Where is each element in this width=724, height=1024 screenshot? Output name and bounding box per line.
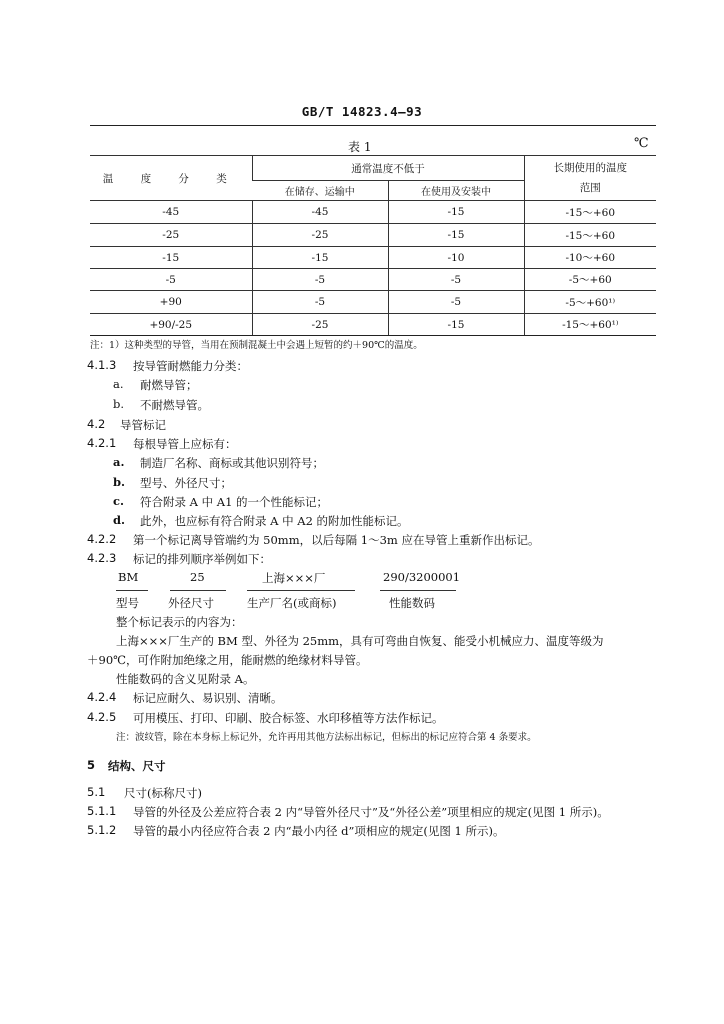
item-marker: a. (113, 455, 125, 469)
marking-value-maker: 上海×××厂 (262, 571, 326, 585)
table-note: 注：1）这种类型的导管，当用在预制混凝土中会遇上短暂的约＋90℃的温度。 (90, 340, 423, 351)
table-row: -45 -45 -15 -15～+60 (90, 201, 656, 224)
table-row: -25 -25 -15 -15～+60 (90, 224, 656, 247)
clause-text: 可用模压、打印、印刷、胶合标签、水印移植等方法作标记。 (133, 711, 444, 725)
clause-number: 5.1.1 (87, 804, 117, 818)
item-text: 不耐燃导管。 (140, 398, 209, 412)
item-marker: c. (113, 494, 125, 508)
table-row: +90 -5 -5 -5～+60¹⁾ (90, 291, 656, 314)
header-normal-temp: 通常温度不低于 (252, 156, 524, 181)
item-text: 型号、外径尺寸； (140, 476, 232, 490)
item-text: 符合附录 A 中 A1 的一个性能标记； (140, 495, 329, 509)
item-marker: b. (113, 397, 125, 411)
item-text: 此外，也应标有符合附录 A 中 A2 的附加性能标记。 (140, 514, 409, 528)
clause-number: 4.1.3 (87, 358, 117, 372)
item-text: 制造厂名称、商标或其他识别符号； (140, 456, 324, 470)
body-text: ＋90℃，可作附加绝缘之用，能耐燃的绝缘材料导管。 (87, 653, 368, 667)
note-text: 注：波纹管，除在本身标上标记外，允许再用其他方法标出标记，但标出的标记应符合第 4 条要求。 (116, 732, 537, 743)
item-text: 耐燃导管； (140, 378, 198, 392)
clause-number: 5.1 (87, 785, 106, 799)
item-marker: a. (113, 377, 124, 391)
clause-text: 标记的排列顺序举例如下： (133, 552, 271, 566)
clause-text: 按导管耐燃能力分类： (133, 359, 248, 373)
clause-number: 4.2.1 (87, 436, 117, 450)
marking-label-maker: 生产厂名(或商标) (247, 596, 337, 610)
section-heading: 导管标记 (120, 418, 166, 432)
underline (247, 590, 355, 591)
temperature-table (90, 155, 656, 336)
marking-label-size: 外径尺寸 (168, 596, 214, 610)
clause-number: 4.2 (87, 417, 106, 431)
header-use: 在使用及安装中 (388, 181, 524, 201)
item-marker: b. (113, 475, 126, 489)
table-row: -5 -5 -5 -5～+60 (90, 269, 656, 291)
header-rule (90, 125, 656, 126)
header-storage: 在储存、运输中 (252, 181, 388, 201)
clause-number: 5 (87, 758, 96, 772)
body-text: 上海×××厂生产的 BM 型、外径为 25mm，具有可弯曲自恢复、能受小机械应力、温度等级为 (116, 634, 604, 648)
clause-number: 4.2.2 (87, 532, 117, 546)
marking-value-type: BM (118, 570, 139, 584)
item-marker: d. (113, 513, 126, 527)
marking-value-size: 25 (190, 570, 205, 584)
underline (116, 590, 148, 591)
clause-number: 4.2.4 (87, 690, 117, 704)
clause-text: 导管的最小内径应符合表 2 内“最小内径 d”项相应的规定(见图 1 所示)。 (133, 824, 505, 838)
underline (170, 590, 226, 591)
standard-header: GB/T 14823.4—93 (301, 104, 423, 119)
header-long-term: 长期使用的温度 范围 (524, 156, 656, 201)
marking-label-type: 型号 (116, 596, 139, 610)
clause-number: 5.1.2 (87, 823, 117, 837)
table-row: -15 -15 -10 -10～+60 (90, 247, 656, 269)
underline (380, 590, 456, 591)
section-heading: 结构、尺寸 (108, 759, 166, 773)
header-category: 温 度 分 类 (90, 156, 252, 201)
clause-text: 标记应耐久、易识别、清晰。 (133, 691, 283, 705)
clause-text: 导管的外径及公差应符合表 2 内“导管外径尺寸”及“外径公差”项里相应的规定(见图 1 所示)。 (133, 805, 609, 819)
body-text: 性能数码的含义见附录 A。 (116, 672, 255, 686)
body-text: 整个标记表示的内容为： (116, 615, 243, 629)
clause-number: 4.2.5 (87, 710, 117, 724)
table-row: +90/-25 -25 -15 -15～+60¹⁾ (90, 314, 656, 336)
table-caption: 表 1 (348, 140, 372, 154)
marking-label-code: 性能数码 (389, 596, 435, 610)
clause-number: 4.2.3 (87, 551, 117, 565)
clause-text: 第一个标记离导管端约为 50mm，以后每隔 1～3m 应在导管上重新作出标记。 (133, 533, 540, 547)
clause-text: 每根导管上应标有： (133, 437, 237, 451)
clause-text: 尺寸(标称尺寸) (124, 786, 202, 800)
table-unit: ℃ (634, 136, 649, 151)
marking-value-code: 290/3200001 (383, 570, 461, 584)
